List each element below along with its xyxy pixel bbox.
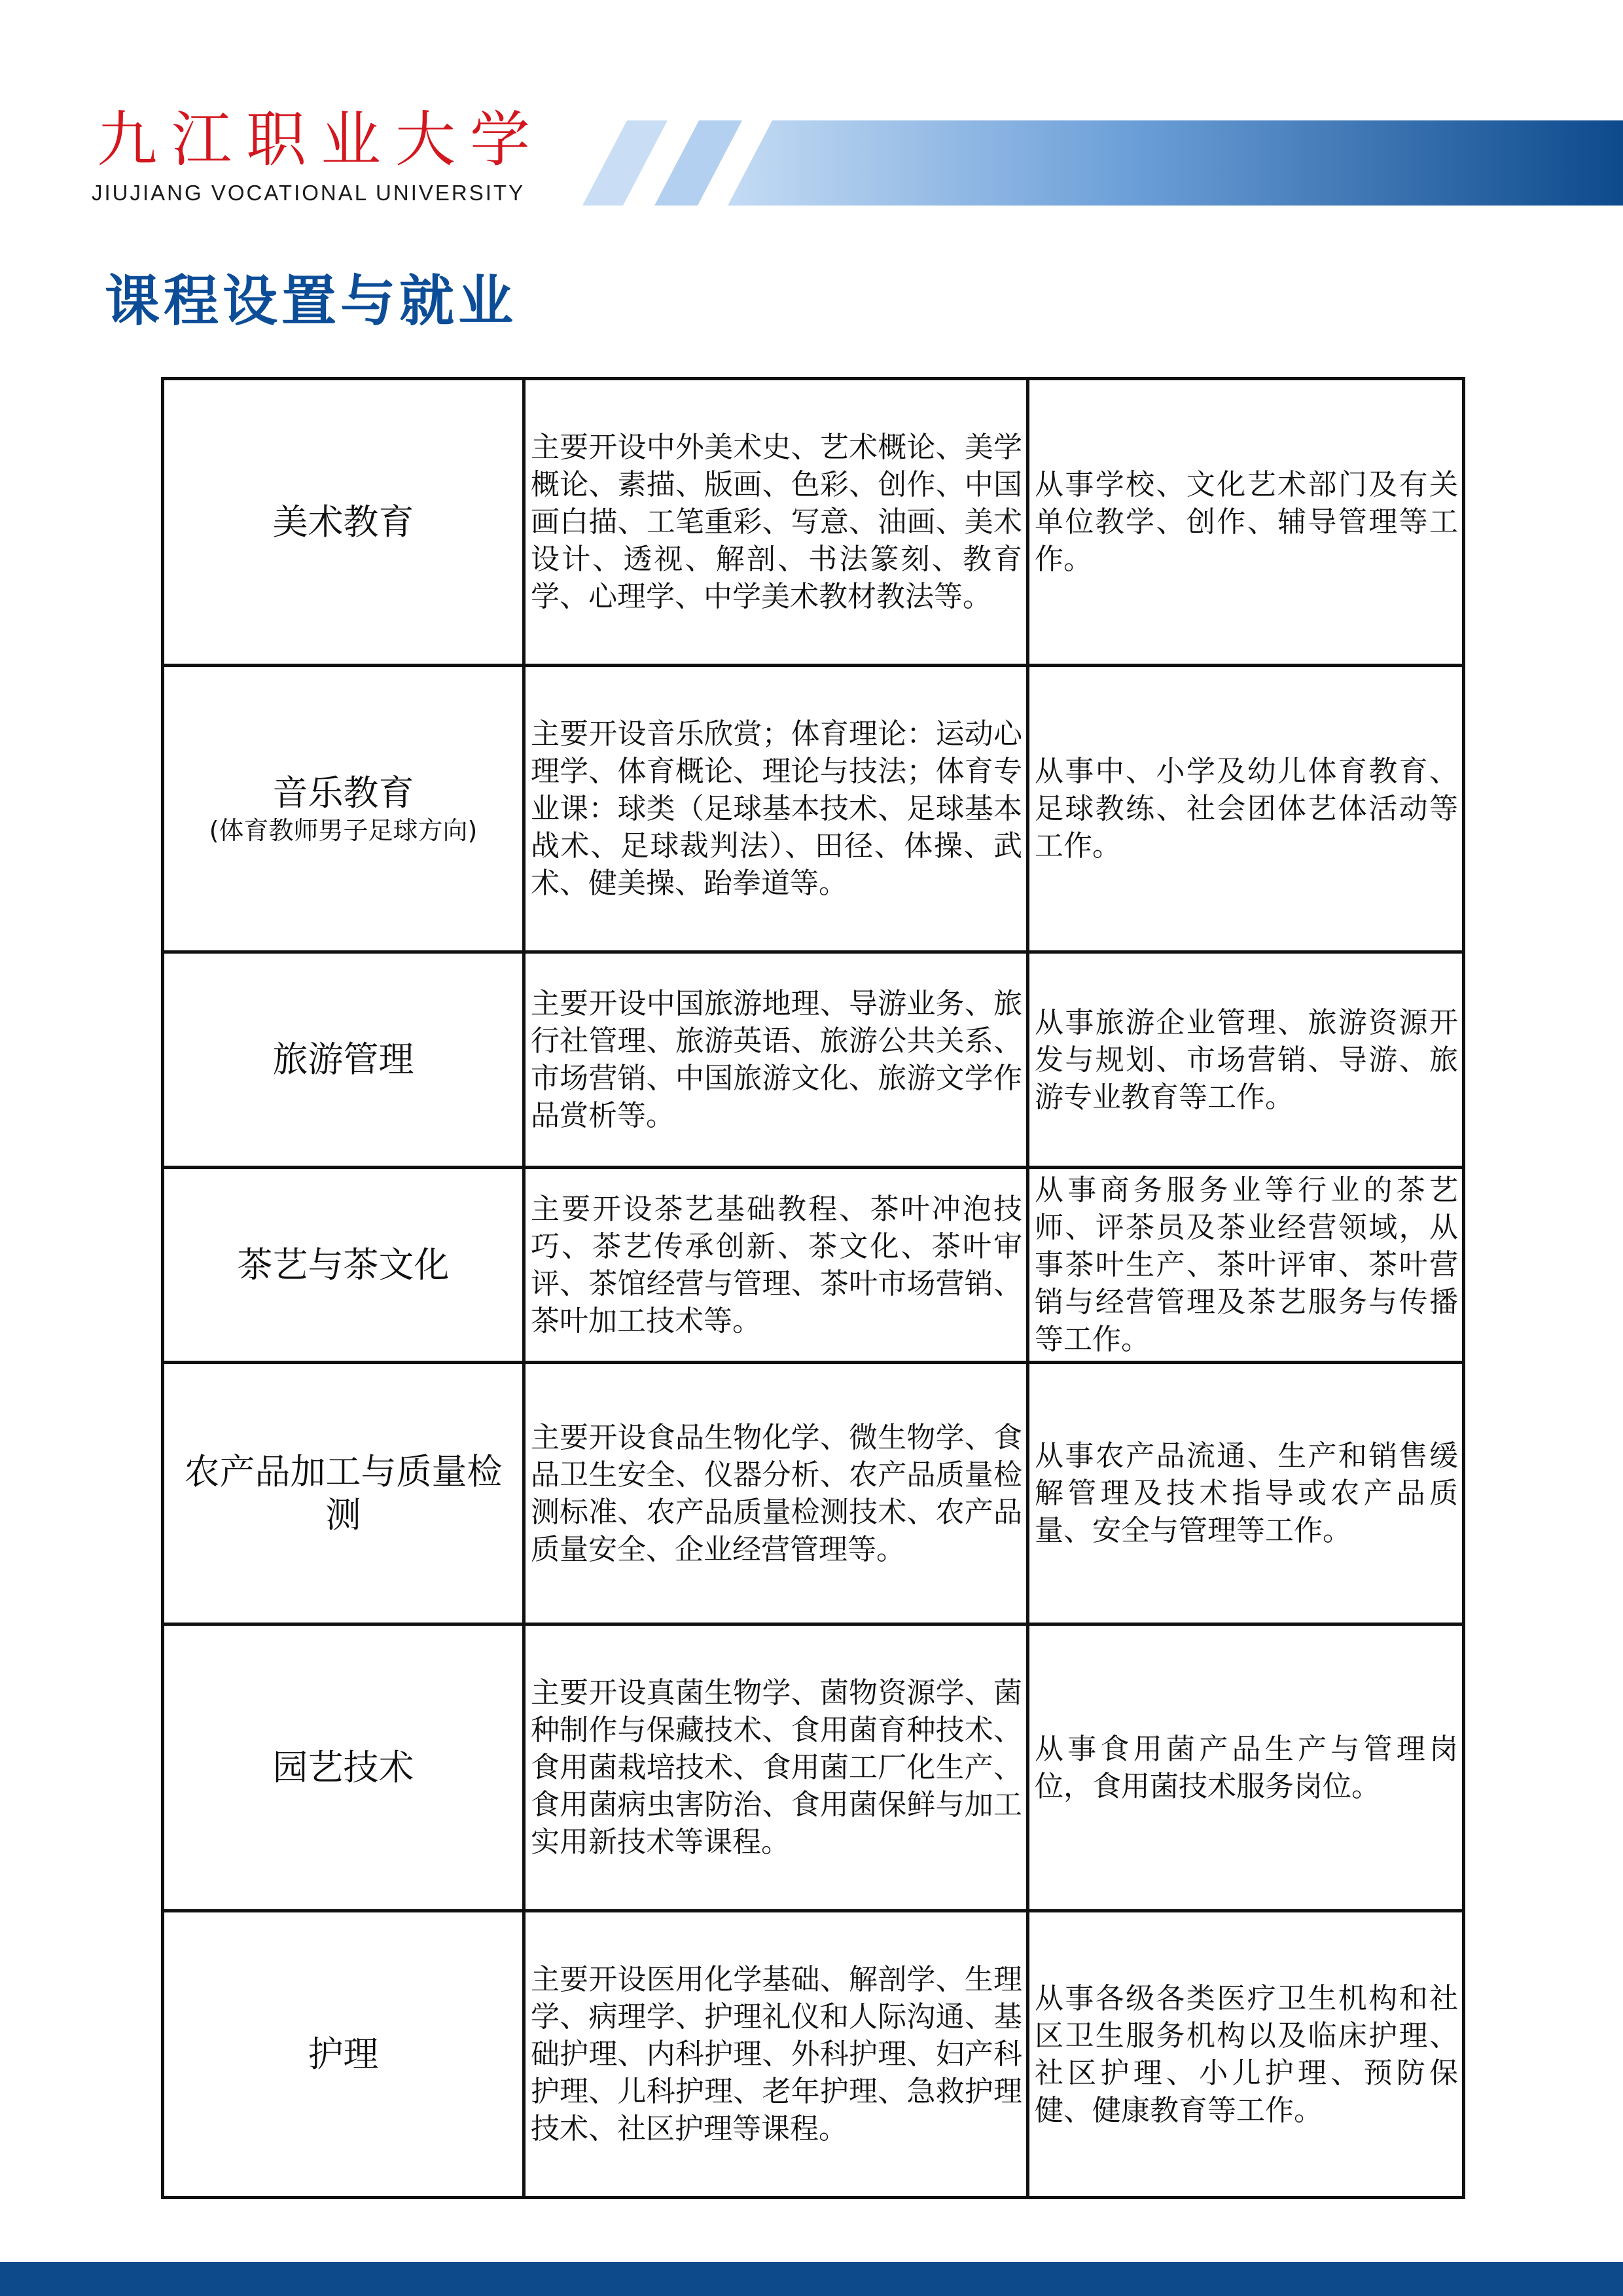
courses-cell: 主要开设茶艺基础教程、茶叶冲泡技巧、茶艺传承创新、茶文化、茶叶审评、茶馆经营与管理、茶叶市场营销、茶叶加工技术等。 [524, 1168, 1028, 1363]
footer-bar [0, 2262, 1623, 2296]
table-row [163, 952, 1464, 1168]
career-cell: 从事农产品流通、生产和销售缓解管理及技术指导或农产品质量、安全与管理等工作。 [1028, 1363, 1464, 1624]
courses-cell: 主要开设医用化学基础、解剖学、生理学、病理学、护理礼仪和人际沟通、基础护理、内科护理、外科护理、妇产科护理、儿科护理、老年护理、急救护理技术、社区护理等课程。 [524, 1911, 1028, 2198]
courses-cell: 主要开设中国旅游地理、导游业务、旅行社管理、旅游英语、旅游公共关系、市场营销、中国旅游文化、旅游文学作品赏析等。 [524, 952, 1028, 1168]
major-name: 农产品加工与质量检测 [184, 1450, 503, 1535]
table-row [163, 1624, 1464, 1911]
career-cell: 从事食用菌产品生产与管理岗位，食用菌技术服务岗位。 [1028, 1624, 1464, 1911]
major-cell [163, 952, 524, 1168]
career-cell: 从事旅游企业管理、旅游资源开发与规划、市场营销、导游、旅游专业教育等工作。 [1028, 952, 1464, 1168]
table-row [163, 1911, 1464, 2198]
career-cell: 从事各级各类医疗卫生机构和社区卫生服务机构以及临床护理、社区护理、小儿护理、预防保健、健康教育等工作。 [1028, 1911, 1464, 2198]
section-title: 课程设置与就业 [105, 269, 518, 333]
table-row [163, 379, 1464, 666]
major-name: 旅游管理 [272, 1039, 414, 1080]
table-row [163, 1363, 1464, 1624]
major-subtitle: (体育教师男子足球方向) [209, 816, 478, 845]
major-cell [163, 666, 524, 952]
major-cell [163, 1911, 524, 2198]
career-cell: 从事学校、文化艺术部门及有关单位教学、创作、辅导管理等工作。 [1028, 379, 1464, 666]
major-name: 音乐教育 [272, 772, 414, 814]
page-header [0, 0, 1623, 223]
table-row [163, 1168, 1464, 1363]
major-name: 茶艺与茶文化 [237, 1244, 450, 1285]
logo-english-name: JIUJIANG VOCATIONAL UNIVERSITY [92, 181, 526, 205]
courses-cell: 主要开设真菌生物学、菌物资源学、菌种制作与保藏技术、食用菌育种技术、食用菌栽培技术、食用菌工厂化生产、食用菌病虫害防治、食用菌保鲜与加工实用新技术等课程。 [524, 1624, 1028, 1911]
major-name: 美术教育 [272, 501, 414, 543]
logo-chinese-name: 九江职业大学 [97, 105, 545, 175]
table-row [163, 666, 1464, 952]
career-cell: 从事中、小学及幼儿体育教育、足球教练、社会团体艺体活动等工作。 [1028, 666, 1464, 952]
course-career-table [161, 377, 1465, 2199]
major-cell [163, 1363, 524, 1624]
major-name: 园艺技术 [272, 1746, 414, 1788]
courses-cell: 主要开设音乐欣赏；体育理论：运动心理学、体育概论、理论与技法；体育专业课：球类（足球基本技术、足球基本战术、足球裁判法）、田径、体操、武术、健美操、跆拳道等。 [524, 666, 1028, 952]
courses-cell: 主要开设食品生物化学、微生物学、食品卫生安全、仪器分析、农产品质量检测标准、农产品质量检测技术、农产品质量安全、企业经营管理等。 [524, 1363, 1028, 1624]
major-cell [163, 1168, 524, 1363]
major-name: 护理 [308, 2033, 379, 2075]
major-cell [163, 1624, 524, 1911]
courses-cell: 主要开设中外美术史、艺术概论、美学概论、素描、版画、色彩、创作、中国画白描、工笔重彩、写意、油画、美术设计、透视、解剖、书法篆刻、教育学、心理学、中学美术教材教法等。 [524, 379, 1028, 666]
major-cell [163, 379, 524, 666]
career-cell: 从事商务服务业等行业的茶艺师、评茶员及茶业经营领域，从事茶叶生产、茶叶评审、茶叶营销与经营管理及茶艺服务与传播等工作。 [1028, 1168, 1464, 1363]
